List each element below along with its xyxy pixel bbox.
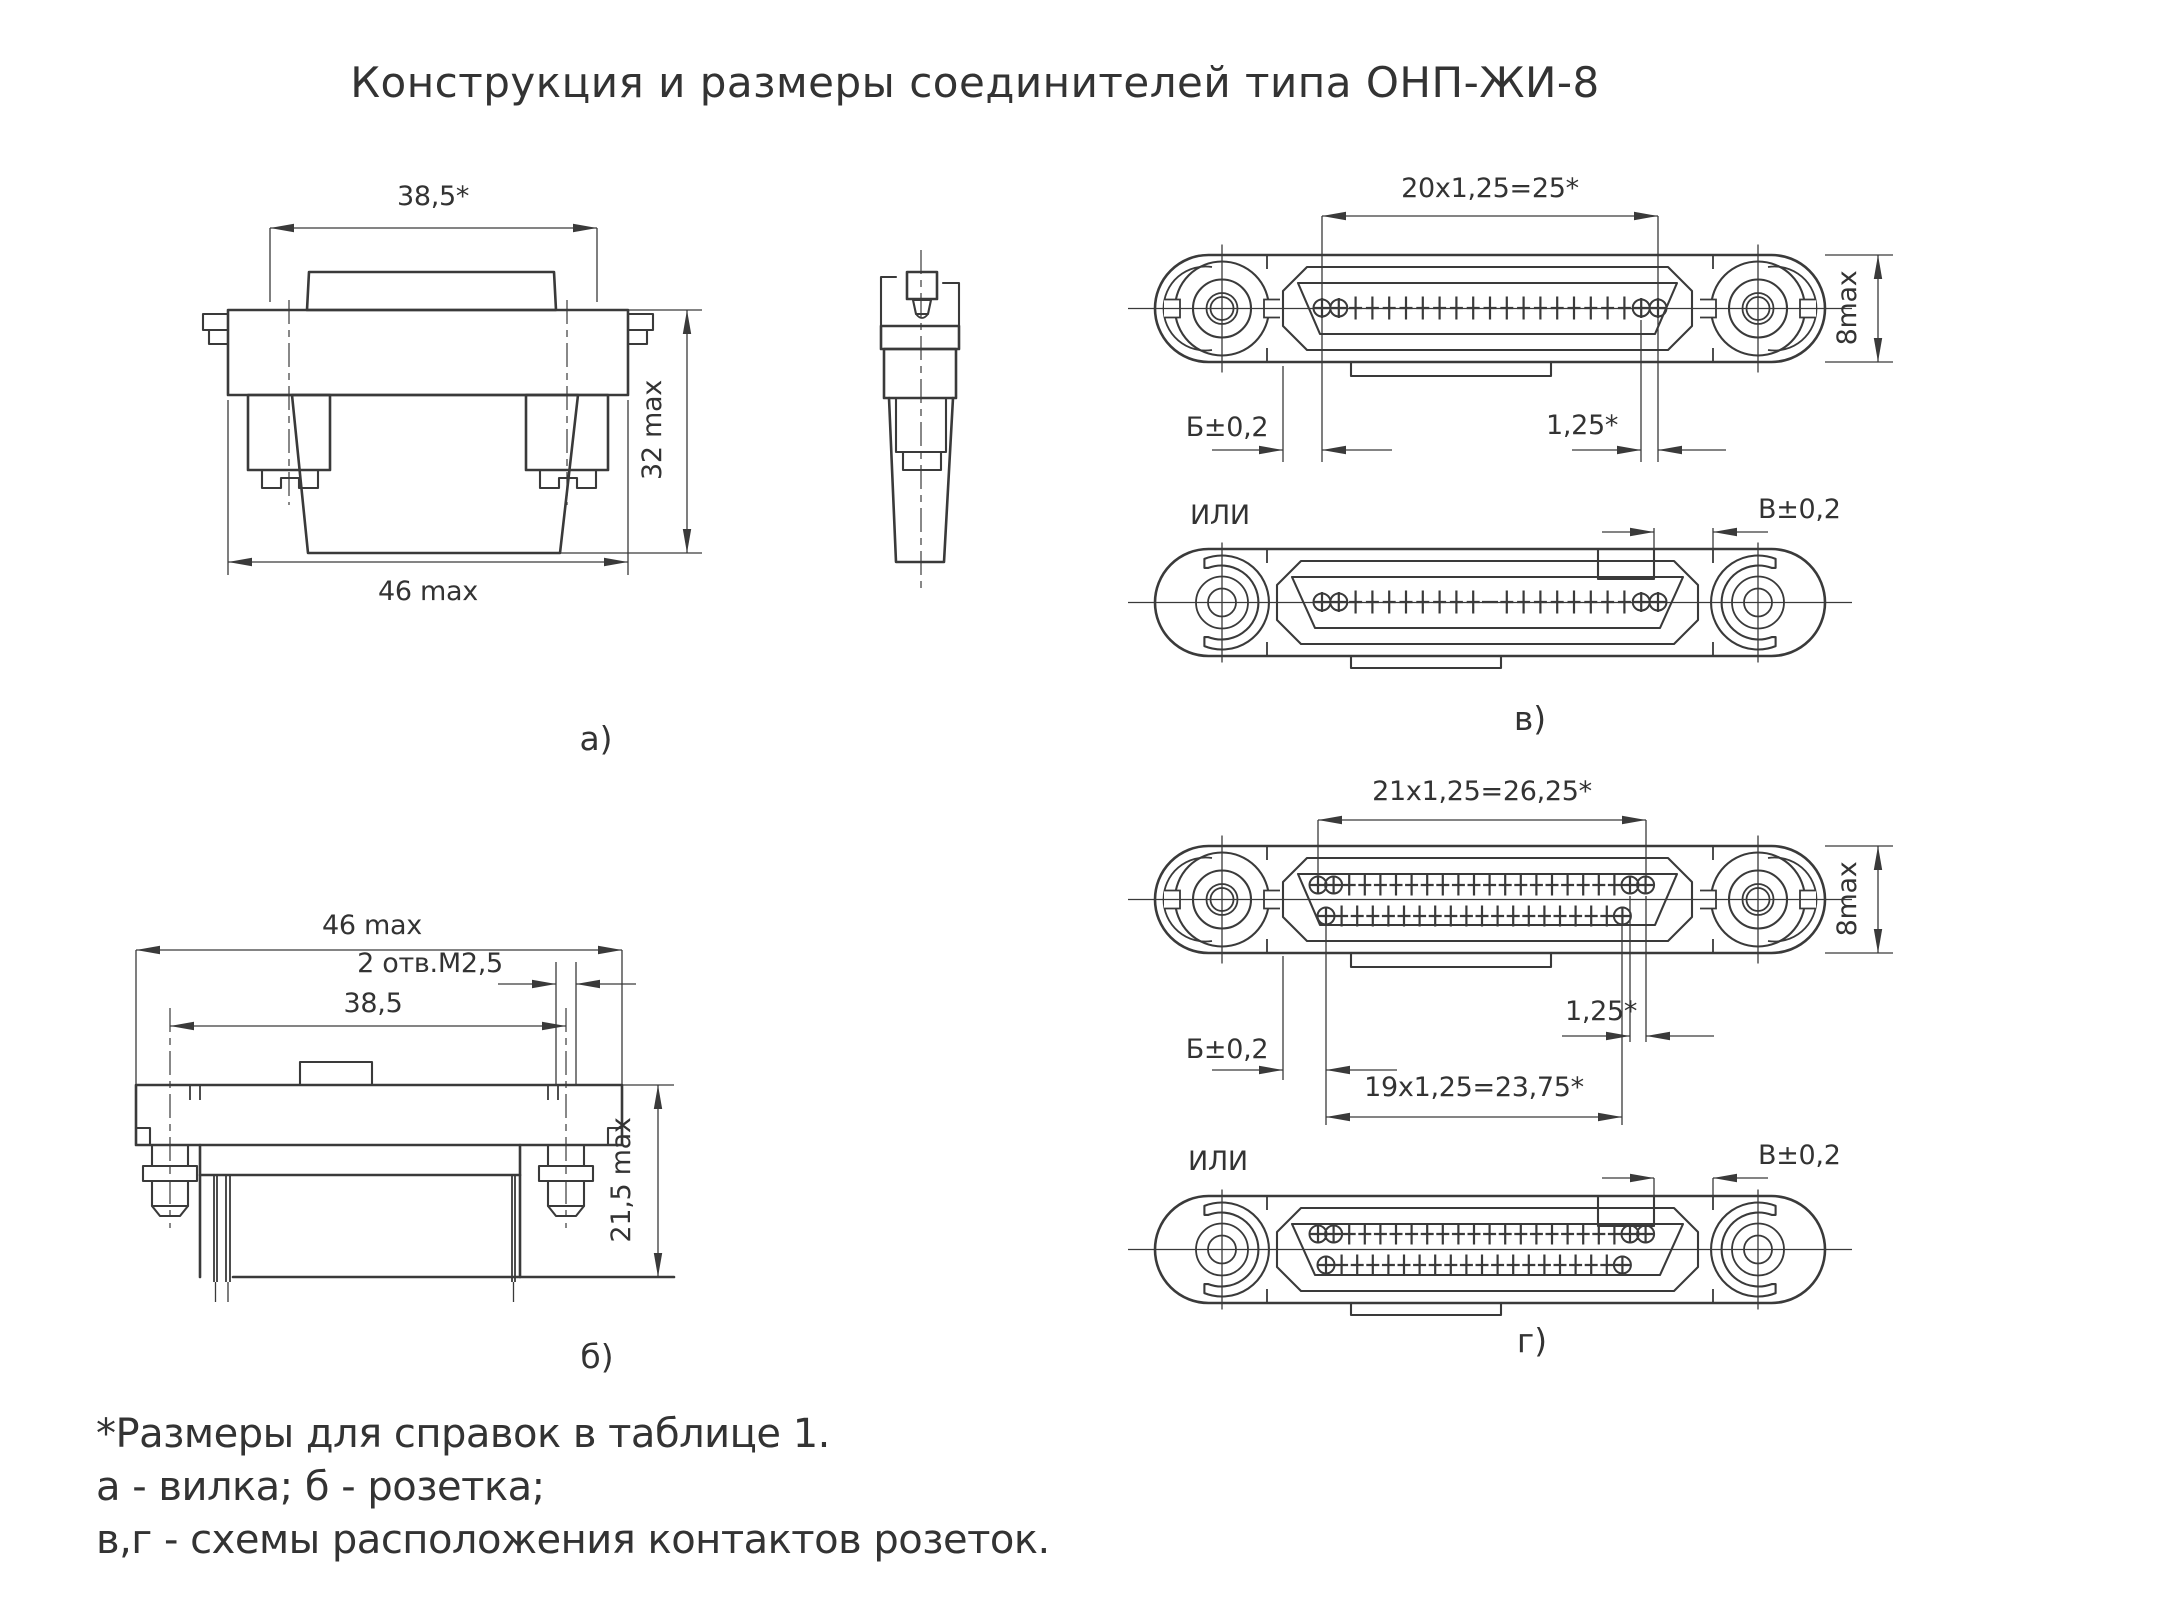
note-line-2: а - вилка; б - розетка; [96,1464,545,1510]
dim-width-top-b: 46 max [322,910,422,941]
label-g: г) [1516,1321,1548,1360]
dim-edge-to-contact-v: Б±0,2 [1185,412,1269,443]
dim-width-top-a: 38,5* [396,181,470,212]
dim-height-a: 32 max [637,380,668,480]
notes-block [96,1411,1050,1563]
dim-pitch-total-bottom-g: 19х1,25=23,75* [1364,1072,1584,1103]
view-b-socket-side [136,910,674,1376]
view-v-contact-layout [1128,173,1893,738]
view-g-contact-layout [1128,776,1893,1360]
or-label-v: ИЛИ [1190,500,1250,531]
dim-width-bottom-a: 46 max [378,576,478,607]
label-b: б) [580,1337,614,1376]
or-label-g: ИЛИ [1188,1146,1248,1177]
dim-holes-b: 2 отв.М2,5 [357,948,503,979]
dim-height-v: 8max [1832,270,1863,346]
dim-height-b: 21,5 max [606,1117,637,1243]
label-v: в) [1513,699,1547,738]
dim-pitch-v: 1,25* [1545,410,1619,441]
dim-pitch-total-v: 20x1,25=25* [1401,173,1579,204]
note-line-3: в,г - схемы расположения контактов розеток. [96,1517,1050,1563]
view-a-plug-front [203,181,702,758]
dim-key-offset-v: В±0,2 [1758,494,1841,525]
page-title: Конструкция и размеры соединителей типа ОНП-ЖИ-8 [350,58,1600,107]
side-profile-view [881,250,959,590]
dim-key-offset-g: В±0,2 [1758,1140,1841,1171]
dim-pitch-total-top-g: 21х1,25=26,25* [1372,776,1592,807]
note-line-1: *Размеры для справок в таблице 1. [96,1411,830,1457]
dim-height-g: 8max [1832,861,1863,937]
dim-edge-to-contact-g: Б±0,2 [1185,1034,1269,1065]
dim-width-mid-b: 38,5 [343,988,403,1019]
label-a: а) [579,719,613,758]
dim-pitch-g: 1,25* [1564,996,1638,1027]
